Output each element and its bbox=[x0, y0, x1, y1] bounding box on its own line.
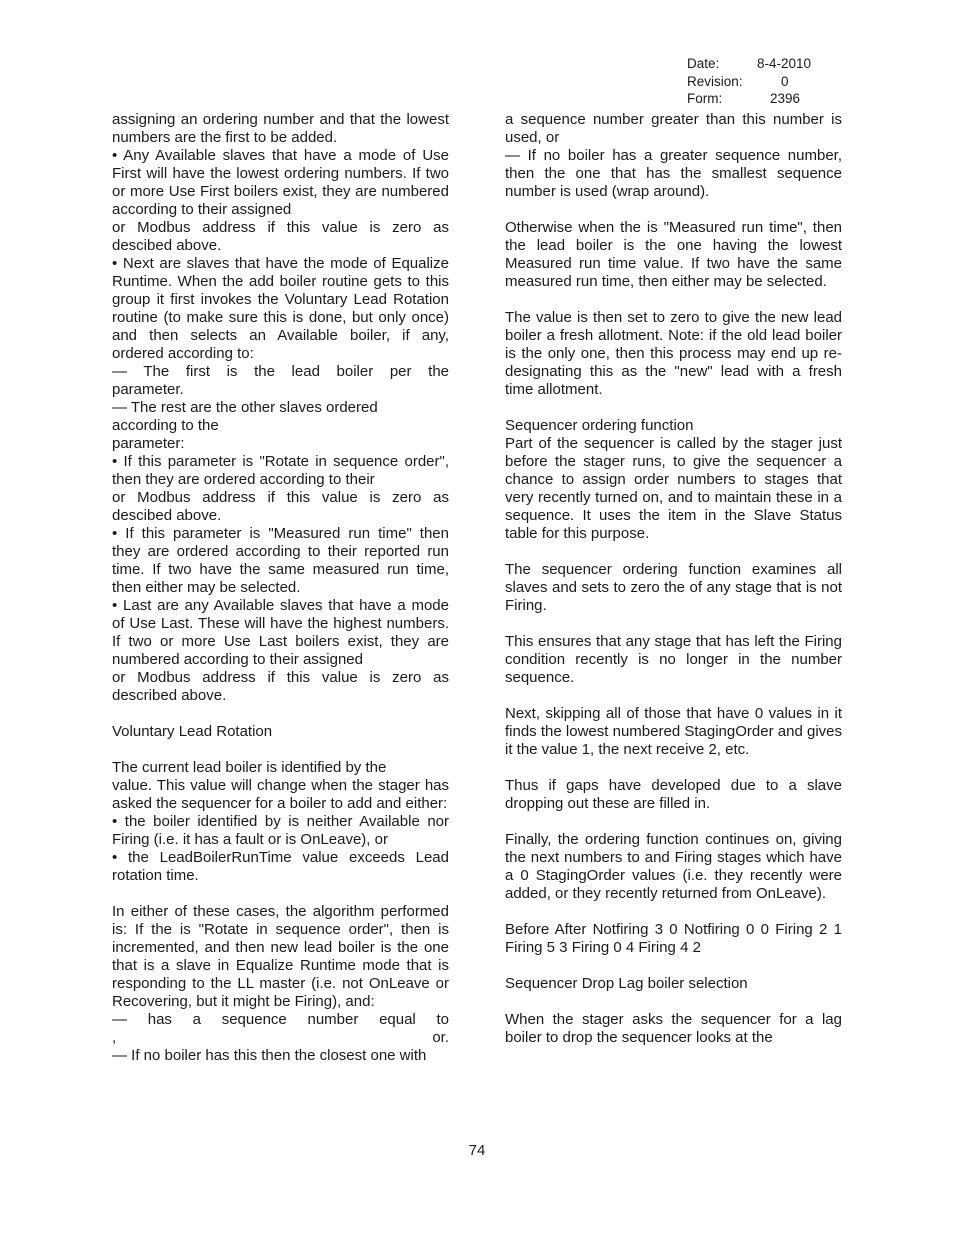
staging-order-table-text: Before After Notfiring 3 0 Notfiring 0 0 Firing 2 1 Firing 5 3 Firing 0 4 Firing 4 2 bbox=[505, 921, 842, 956]
paragraph: assigning an ordering number and that the lowest numbers are the first to be added. bbox=[112, 111, 449, 146]
paragraph: — The first is the lead boiler per the parameter. bbox=[112, 363, 449, 398]
paragraph: This ensures that any stage that has left the Firing condition recently is no longer in the number sequence. bbox=[505, 633, 842, 686]
paragraph: Next, skipping all of those that have 0 values in it finds the lowest numbered StagingOrder and gives it the value 1, the next receive 2, etc. bbox=[505, 705, 842, 758]
left-column bbox=[112, 111, 449, 1065]
revision-label: Revision: bbox=[687, 73, 743, 89]
paragraph: The sequencer ordering function examines all slaves and sets to zero the of any stage that is not Firing. bbox=[505, 561, 842, 614]
paragraph: Otherwise when the is "Measured run time", then the lead boiler is the one having the lowest Measured run time value. If two have the same measured run time, then either may be selected. bbox=[505, 219, 842, 290]
document-header bbox=[687, 55, 827, 108]
paragraph: Part of the sequencer is called by the stager just before the stager runs, to give the sequencer a chance to assign order numbers to stages that very recently turned on, and to maintain these in a sequence. It uses the item in the Slave Status table for this purpose. bbox=[505, 435, 842, 542]
paragraph: — The rest are the other slaves ordered according to the parameter: bbox=[112, 399, 378, 452]
right-column bbox=[505, 111, 842, 1047]
revision-value: 0 bbox=[781, 73, 789, 89]
paragraph: • the LeadBoilerRunTime value exceeds Lead rotation time. bbox=[112, 849, 449, 884]
paragraph: • the boiler identified by is neither Available nor Firing (i.e. it has a fault or is OnLeave), or bbox=[112, 813, 449, 848]
paragraph: • Next are slaves that have the mode of Equalize Runtime. When the add boiler routine gets to this group it first invokes the Voluntary Lead Rotation routine (to make sure this is done, but only once) and then selects an Available boiler, if any, ordered according to: bbox=[112, 255, 449, 362]
date-label: Date: bbox=[687, 56, 720, 71]
form-label: Form: bbox=[687, 91, 723, 106]
paragraph: The value is then set to zero to give the new lead boiler a fresh allotment. Note: if the old lead boiler is the only one, then this process may end up re-designating this as the "new" lead with a fresh time allotment. bbox=[505, 309, 842, 398]
paragraph: • Any Available slaves that have a mode of Use First will have the lowest ordering numbers. If two or more Use First boilers exist, they are numbered according to their assigned or Modbus address if this value is zero as descibed above. bbox=[112, 147, 449, 254]
section-heading: Voluntary Lead Rotation bbox=[112, 723, 273, 740]
section-heading: Sequencer ordering function bbox=[505, 417, 694, 434]
page-number: 74 bbox=[468, 1142, 486, 1159]
paragraph: Finally, the ordering function continues on, giving the next numbers to and Firing stages which have a 0 StagingOrder values (i.e. they recently were added, or they recently returned from OnLeave). bbox=[505, 831, 842, 902]
paragraph: The current lead boiler is identified by the value. This value will change when the stager has asked the sequencer for a boiler to add and either: bbox=[112, 759, 449, 812]
paragraph: — If no boiler has this then the closest one with bbox=[112, 1047, 427, 1064]
revision-row bbox=[687, 73, 827, 91]
date-row bbox=[687, 55, 827, 73]
paragraph: • If this parameter is "Rotate in sequence order", then they are ordered according to their or Modbus address if this value is zero as descibed above. bbox=[112, 453, 449, 524]
paragraph: — has a sequence number equal to , or. bbox=[112, 1011, 449, 1046]
form-value: 2396 bbox=[770, 91, 801, 106]
paragraph: • Last are any Available slaves that have a mode of Use Last. These will have the highest numbers. If two or more Use Last boilers exist, they are numbered according to their assigned or Modbus address if this value is zero as described above. bbox=[112, 597, 449, 704]
paragraph: Thus if gaps have developed due to a slave dropping out these are filled in. bbox=[505, 777, 842, 812]
paragraph: In either of these cases, the algorithm performed is: If the is "Rotate in sequence order", then is incremented, and then new lead boiler is the one that is a slave in Equalize Runtime mode that is responding to the LL master (i.e. not OnLeave or Recovering, but it might be Firing), and: bbox=[112, 903, 449, 1010]
paragraph: a sequence number greater than this number is used, or bbox=[505, 111, 842, 146]
paragraph: — If no boiler has a greater sequence number, then the one that has the smallest sequence number is used (wrap around). bbox=[505, 147, 842, 200]
paragraph: • If this parameter is "Measured run time" then they are ordered according to their reported run time. If two have the same measured run time, then either may be selected. bbox=[112, 525, 449, 596]
section-heading: Sequencer Drop Lag boiler selection bbox=[505, 975, 748, 992]
date-value: 8-4-2010 bbox=[757, 56, 812, 71]
paragraph: When the stager asks the sequencer for a lag boiler to drop the sequencer looks at the bbox=[505, 1011, 842, 1046]
form-row bbox=[687, 90, 827, 108]
